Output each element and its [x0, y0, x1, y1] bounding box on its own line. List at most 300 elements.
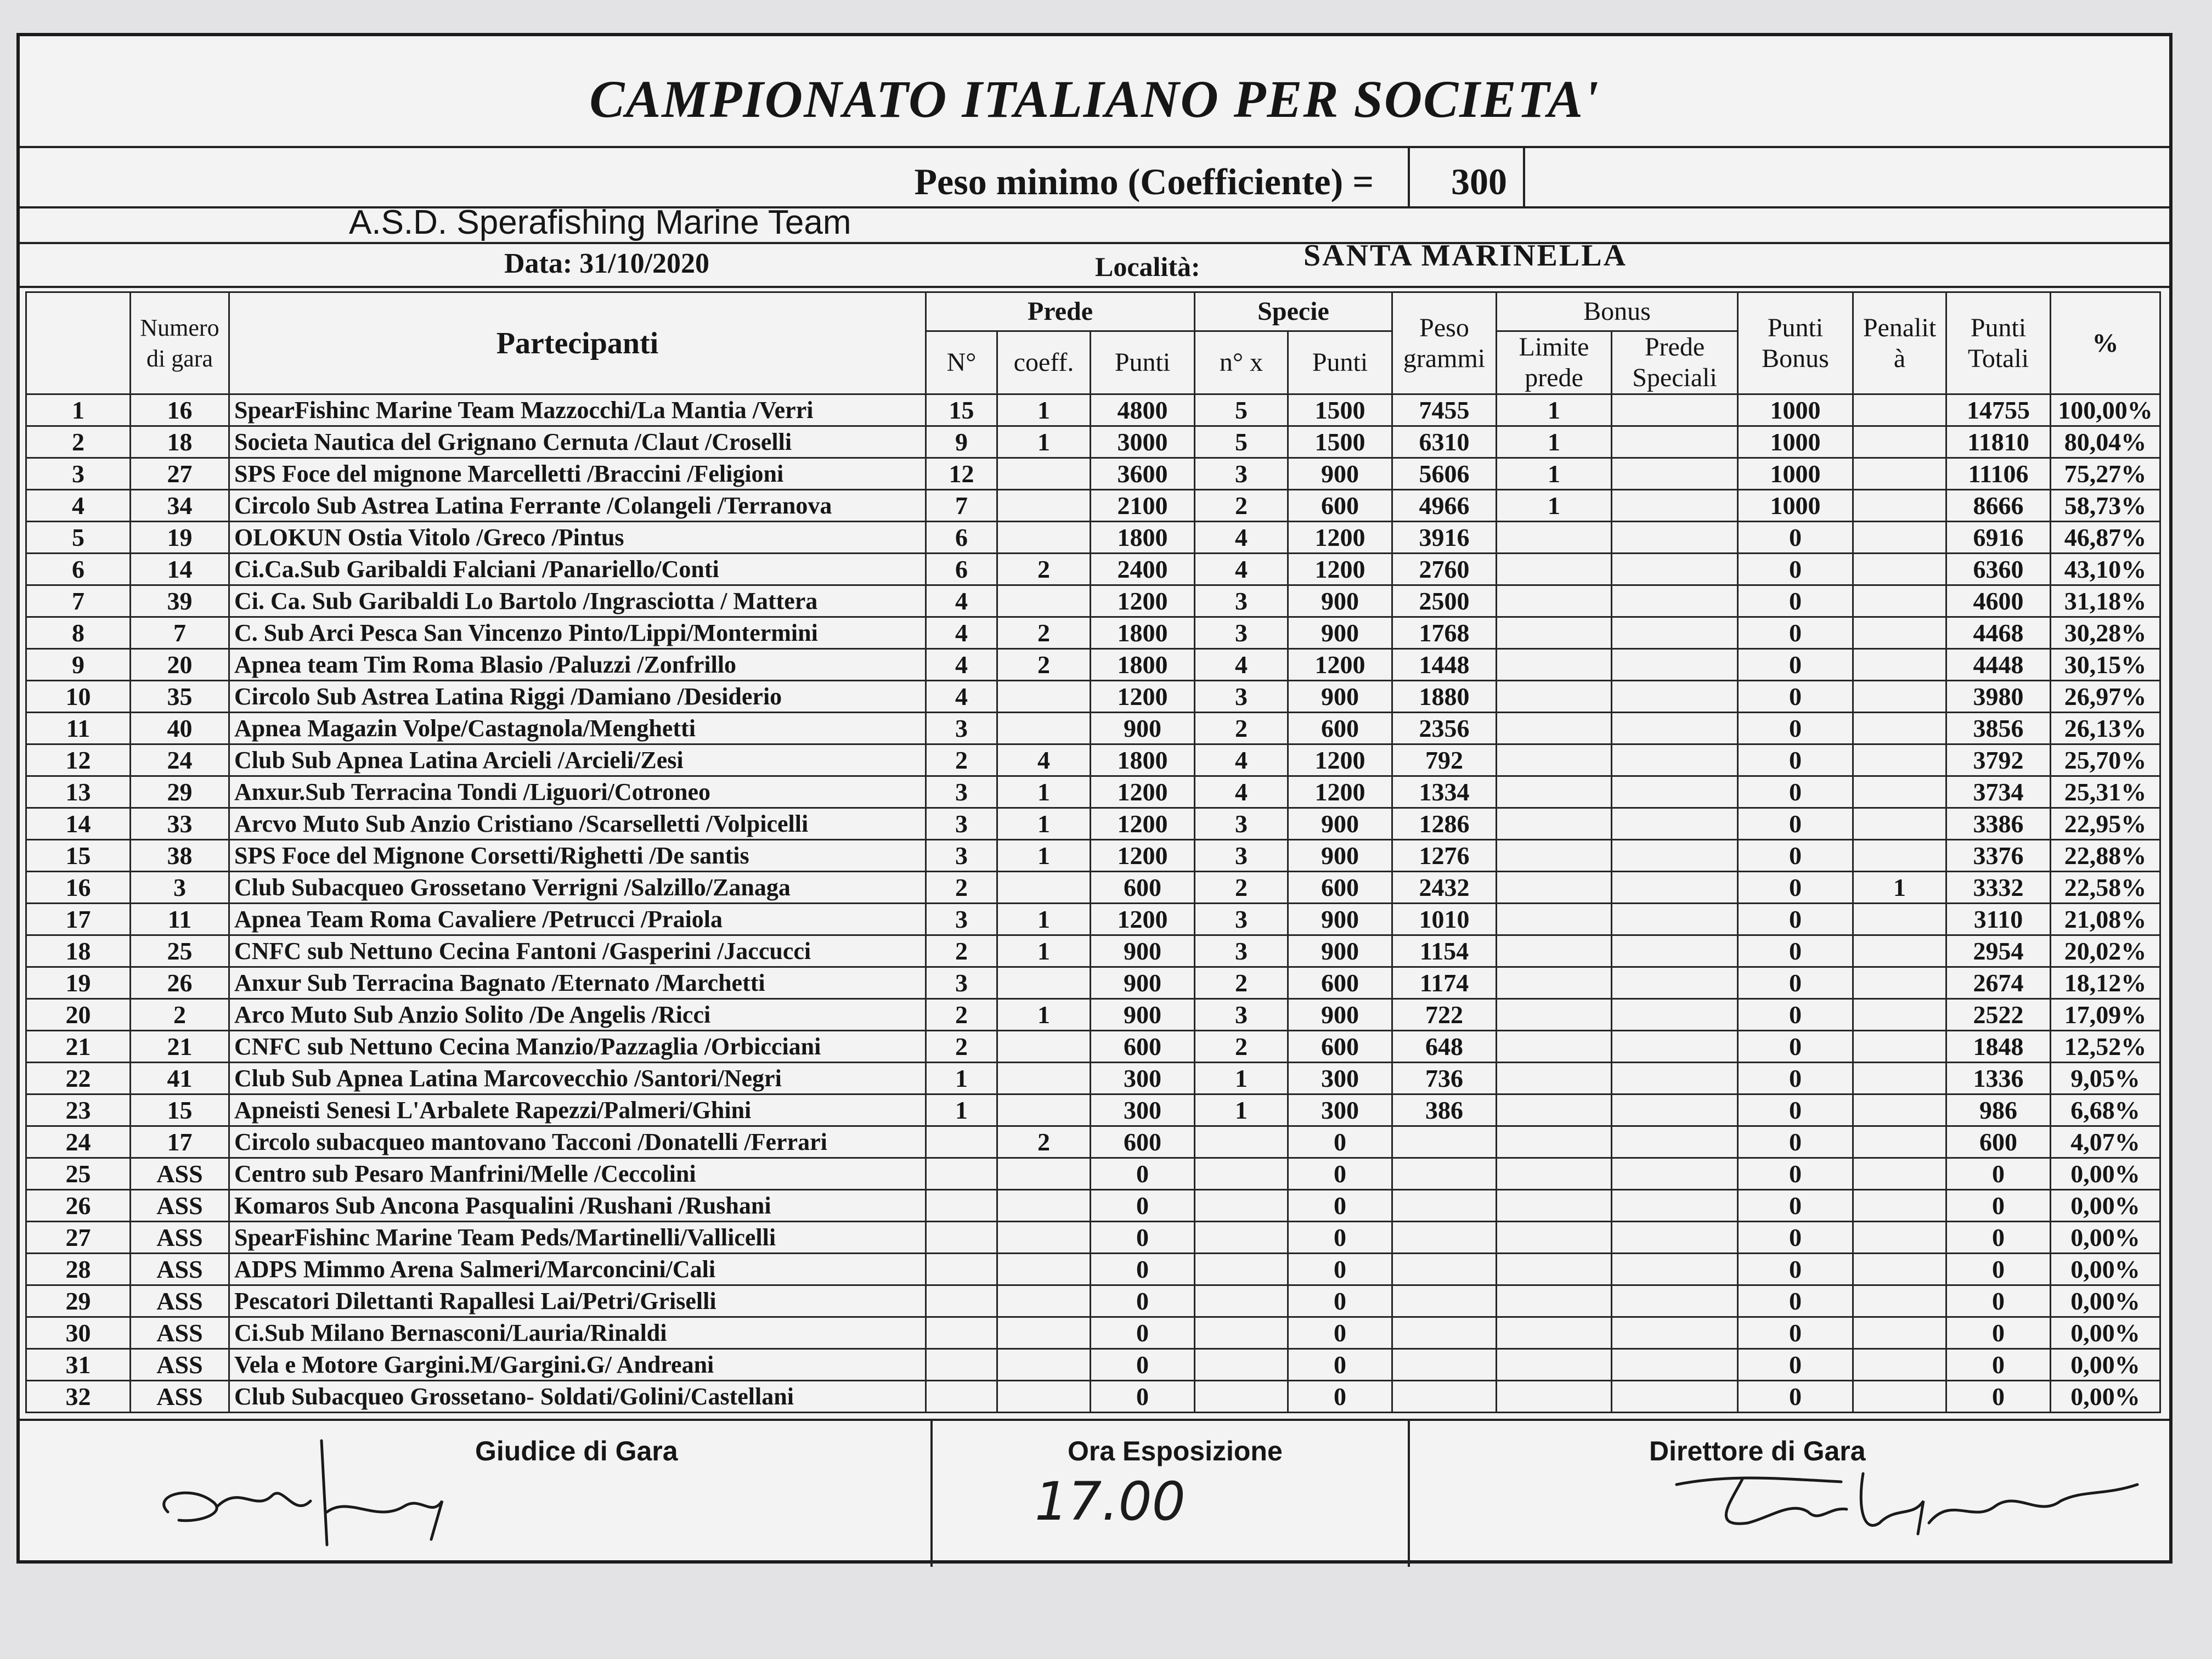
table-row: [26, 776, 2160, 808]
row-penalita: [1853, 522, 1946, 554]
row-prede-coeff: 2: [997, 1126, 1091, 1158]
row-punti-bonus: 1000: [1738, 394, 1853, 426]
row-penalita: [1853, 1126, 1946, 1158]
row-prede-n: 2: [926, 935, 997, 967]
row-limite-prede: [1497, 1158, 1612, 1190]
row-percent: 43,10%: [2051, 554, 2160, 585]
location-label: Località:: [1095, 251, 1200, 282]
row-specie-punti: 900: [1288, 935, 1392, 967]
row-prede-coeff: 1: [997, 808, 1091, 840]
row-penalita: [1853, 1158, 1946, 1190]
row-prede-speciali: [1612, 554, 1738, 585]
row-punti-totali: 0: [1946, 1285, 2051, 1317]
row-prede-speciali: [1612, 426, 1738, 458]
header-prede-coeff: coeff.: [997, 331, 1091, 394]
page-title: CAMPIONATO ITALIANO PER SOCIETA': [589, 70, 1600, 128]
row-race-number: 33: [131, 808, 229, 840]
table-row: [26, 967, 2160, 999]
row-prede-speciali: [1612, 1254, 1738, 1285]
row-peso: 1334: [1392, 776, 1497, 808]
divider: [930, 1419, 933, 1567]
row-specie-n: 5: [1195, 426, 1288, 458]
row-penalita: 1: [1853, 872, 1946, 904]
row-prede-punti: 1200: [1091, 904, 1195, 935]
row-team: Apneisti Senesi L'Arbalete Rapezzi/Palmeri/Ghini: [229, 1094, 926, 1126]
row-percent: 17,09%: [2051, 999, 2160, 1031]
row-punti-bonus: 0: [1738, 1063, 1853, 1094]
giudice-label: Giudice di Gara: [475, 1436, 678, 1466]
header-punti-totali: Punti Totali: [1946, 292, 2051, 394]
row-prede-n: [926, 1349, 997, 1381]
row-race-number: 16: [131, 394, 229, 426]
row-limite-prede: 1: [1497, 394, 1612, 426]
row-prede-n: [926, 1158, 997, 1190]
row-team: CNFC sub Nettuno Cecina Manzio/Pazzaglia /Orbicciani: [229, 1031, 926, 1063]
row-race-number: 20: [131, 649, 229, 681]
row-prede-coeff: 1: [997, 935, 1091, 967]
row-prede-punti: 1200: [1091, 840, 1195, 872]
row-prede-coeff: [997, 1094, 1091, 1126]
row-limite-prede: [1497, 1126, 1612, 1158]
row-team: Apnea Magazin Volpe/Castagnola/Menghetti: [229, 713, 926, 744]
row-penalita: [1853, 490, 1946, 522]
row-race-number: 19: [131, 522, 229, 554]
row-specie-punti: 1200: [1288, 776, 1392, 808]
row-prede-coeff: 1: [997, 426, 1091, 458]
row-prede-n: 3: [926, 967, 997, 999]
row-percent: 25,70%: [2051, 744, 2160, 776]
row-penalita: [1853, 426, 1946, 458]
row-team: Vela e Motore Gargini.M/Gargini.G/ Andreani: [229, 1349, 926, 1381]
row-race-number: 3: [131, 872, 229, 904]
row-prede-speciali: [1612, 458, 1738, 490]
row-limite-prede: [1497, 967, 1612, 999]
row-punti-totali: 0: [1946, 1222, 2051, 1254]
header-prede-n: N°: [926, 331, 997, 394]
row-prede-speciali: [1612, 394, 1738, 426]
row-prede-speciali: [1612, 1094, 1738, 1126]
row-percent: 26,13%: [2051, 713, 2160, 744]
row-position: 2: [26, 426, 131, 458]
row-prede-speciali: [1612, 967, 1738, 999]
row-prede-coeff: [997, 1349, 1091, 1381]
row-punti-bonus: 0: [1738, 1126, 1853, 1158]
row-team: Apnea Team Roma Cavaliere /Petrucci /Praiola: [229, 904, 926, 935]
row-punti-totali: 2954: [1946, 935, 2051, 967]
row-prede-punti: 600: [1091, 1126, 1195, 1158]
ora-label: Ora Esposizione: [1068, 1436, 1283, 1466]
row-limite-prede: [1497, 744, 1612, 776]
row-percent: 0,00%: [2051, 1190, 2160, 1222]
row-percent: 0,00%: [2051, 1254, 2160, 1285]
table-row: [26, 522, 2160, 554]
table-row: [26, 1285, 2160, 1317]
row-prede-n: [926, 1126, 997, 1158]
row-penalita: [1853, 808, 1946, 840]
row-limite-prede: [1497, 1381, 1612, 1413]
row-limite-prede: [1497, 554, 1612, 585]
row-specie-punti: 600: [1288, 967, 1392, 999]
row-prede-coeff: 1: [997, 840, 1091, 872]
table-row: [26, 394, 2160, 426]
header-bonus: Bonus: [1497, 292, 1738, 331]
row-specie-punti: 900: [1288, 585, 1392, 617]
row-peso: 2760: [1392, 554, 1497, 585]
header-penalita: Penalit à: [1853, 292, 1946, 394]
row-race-number: 29: [131, 776, 229, 808]
row-limite-prede: [1497, 585, 1612, 617]
row-prede-punti: 3600: [1091, 458, 1195, 490]
row-punti-bonus: 0: [1738, 649, 1853, 681]
row-specie-punti: 0: [1288, 1381, 1392, 1413]
row-race-number: ASS: [131, 1285, 229, 1317]
row-prede-speciali: [1612, 713, 1738, 744]
table-row: [26, 935, 2160, 967]
table-row: [26, 1031, 2160, 1063]
row-prede-n: [926, 1317, 997, 1349]
row-penalita: [1853, 394, 1946, 426]
row-specie-n: [1195, 1285, 1288, 1317]
row-position: 10: [26, 681, 131, 713]
row-peso: 386: [1392, 1094, 1497, 1126]
row-penalita: [1853, 967, 1946, 999]
row-prede-punti: 0: [1091, 1222, 1195, 1254]
header-limite: Limite prede: [1497, 331, 1612, 394]
row-specie-punti: 300: [1288, 1094, 1392, 1126]
row-team: SpearFishinc Marine Team Mazzocchi/La Mantia /Verri: [229, 394, 926, 426]
row-position: 4: [26, 490, 131, 522]
row-team: Circolo subacqueo mantovano Tacconi /Donatelli /Ferrari: [229, 1126, 926, 1158]
row-team: Ci.Ca.Sub Garibaldi Falciani /Panariello/Conti: [229, 554, 926, 585]
row-team: Komaros Sub Ancona Pasqualini /Rushani /Rushani: [229, 1190, 926, 1222]
header-specie: Specie: [1195, 292, 1392, 331]
row-position: 8: [26, 617, 131, 649]
header-specie-n: n° x: [1195, 331, 1288, 394]
row-specie-punti: 900: [1288, 904, 1392, 935]
row-punti-totali: 11106: [1946, 458, 2051, 490]
results-body: [26, 394, 2160, 1413]
row-specie-punti: 1200: [1288, 554, 1392, 585]
row-prede-punti: 1200: [1091, 776, 1195, 808]
row-limite-prede: [1497, 776, 1612, 808]
row-punti-totali: 3376: [1946, 840, 2051, 872]
row-position: 30: [26, 1317, 131, 1349]
header-prede-punti: Punti: [1091, 331, 1195, 394]
row-prede-punti: 1200: [1091, 681, 1195, 713]
table-row: [26, 1158, 2160, 1190]
row-specie-punti: 900: [1288, 458, 1392, 490]
row-team: Centro sub Pesaro Manfrini/Melle /Ceccolini: [229, 1158, 926, 1190]
row-specie-n: 3: [1195, 681, 1288, 713]
row-position: 26: [26, 1190, 131, 1222]
header-peso: Peso grammi: [1392, 292, 1497, 394]
row-percent: 58,73%: [2051, 490, 2160, 522]
row-limite-prede: [1497, 1317, 1612, 1349]
row-percent: 0,00%: [2051, 1285, 2160, 1317]
header-percent: %: [2051, 292, 2160, 394]
row-prede-speciali: [1612, 1381, 1738, 1413]
row-position: 5: [26, 522, 131, 554]
row-prede-speciali: [1612, 999, 1738, 1031]
row-limite-prede: [1497, 1285, 1612, 1317]
row-peso: 648: [1392, 1031, 1497, 1063]
row-specie-n: 3: [1195, 935, 1288, 967]
row-team: SPS Foce del Mignone Corsetti/Righetti /De santis: [229, 840, 926, 872]
row-position: 29: [26, 1285, 131, 1317]
table-row: [26, 1222, 2160, 1254]
row-percent: 18,12%: [2051, 967, 2160, 999]
row-prede-speciali: [1612, 808, 1738, 840]
row-limite-prede: [1497, 1349, 1612, 1381]
row-limite-prede: [1497, 1222, 1612, 1254]
row-punti-totali: 0: [1946, 1254, 2051, 1285]
table-row: [26, 617, 2160, 649]
row-punti-totali: 11810: [1946, 426, 2051, 458]
table-row: [26, 490, 2160, 522]
row-punti-bonus: 0: [1738, 967, 1853, 999]
row-penalita: [1853, 458, 1946, 490]
row-prede-coeff: [997, 681, 1091, 713]
row-race-number: ASS: [131, 1317, 229, 1349]
row-team: Pescatori Dilettanti Rapallesi Lai/Petri/Griselli: [229, 1285, 926, 1317]
row-team: Club Sub Apnea Latina Arcieli /Arcieli/Zesi: [229, 744, 926, 776]
row-penalita: [1853, 1381, 1946, 1413]
row-team: Arco Muto Sub Anzio Solito /De Angelis /Ricci: [229, 999, 926, 1031]
row-prede-punti: 900: [1091, 967, 1195, 999]
row-peso: [1392, 1158, 1497, 1190]
row-team: ADPS Mimmo Arena Salmeri/Marconcini/Cali: [229, 1254, 926, 1285]
row-specie-n: [1195, 1381, 1288, 1413]
row-percent: 12,52%: [2051, 1031, 2160, 1063]
row-prede-speciali: [1612, 1349, 1738, 1381]
row-prede-speciali: [1612, 904, 1738, 935]
row-punti-totali: 8666: [1946, 490, 2051, 522]
row-prede-coeff: [997, 1381, 1091, 1413]
divider: [20, 1419, 2169, 1421]
row-punti-totali: 1848: [1946, 1031, 2051, 1063]
row-percent: 0,00%: [2051, 1349, 2160, 1381]
row-peso: 2356: [1392, 713, 1497, 744]
row-punti-bonus: 0: [1738, 1381, 1853, 1413]
row-prede-n: 2: [926, 999, 997, 1031]
row-prede-n: 3: [926, 808, 997, 840]
header-numero: Numero di gara: [131, 292, 229, 394]
row-penalita: [1853, 1349, 1946, 1381]
row-punti-bonus: 0: [1738, 713, 1853, 744]
row-prede-speciali: [1612, 935, 1738, 967]
row-punti-bonus: 0: [1738, 935, 1853, 967]
row-position: 31: [26, 1349, 131, 1381]
row-percent: 0,00%: [2051, 1317, 2160, 1349]
row-specie-n: [1195, 1158, 1288, 1190]
row-punti-totali: 3110: [1946, 904, 2051, 935]
row-penalita: [1853, 1222, 1946, 1254]
row-prede-n: 6: [926, 554, 997, 585]
row-specie-punti: 1500: [1288, 426, 1392, 458]
row-specie-punti: 900: [1288, 617, 1392, 649]
row-specie-n: 1: [1195, 1063, 1288, 1094]
row-specie-n: 4: [1195, 776, 1288, 808]
row-prede-coeff: 4: [997, 744, 1091, 776]
row-team: Ci.Sub Milano Bernasconi/Lauria/Rinaldi: [229, 1317, 926, 1349]
row-peso: 1276: [1392, 840, 1497, 872]
table-row: [26, 1381, 2160, 1413]
row-punti-totali: 3980: [1946, 681, 2051, 713]
row-punti-totali: 0: [1946, 1381, 2051, 1413]
row-prede-punti: 1800: [1091, 744, 1195, 776]
row-specie-n: 1: [1195, 1094, 1288, 1126]
table-row: [26, 999, 2160, 1031]
row-penalita: [1853, 681, 1946, 713]
row-punti-bonus: 0: [1738, 522, 1853, 554]
row-punti-bonus: 0: [1738, 840, 1853, 872]
row-race-number: 26: [131, 967, 229, 999]
row-punti-bonus: 0: [1738, 1094, 1853, 1126]
header-speciali: Prede Speciali: [1612, 331, 1738, 394]
row-position: 1: [26, 394, 131, 426]
row-position: 11: [26, 713, 131, 744]
row-prede-n: 9: [926, 426, 997, 458]
row-prede-speciali: [1612, 490, 1738, 522]
row-prede-punti: 4800: [1091, 394, 1195, 426]
row-specie-n: [1195, 1317, 1288, 1349]
row-race-number: 24: [131, 744, 229, 776]
row-penalita: [1853, 554, 1946, 585]
row-specie-punti: 0: [1288, 1285, 1392, 1317]
row-limite-prede: [1497, 1254, 1612, 1285]
row-position: 28: [26, 1254, 131, 1285]
row-team: Club Subacqueo Grossetano- Soldati/Golini/Castellani: [229, 1381, 926, 1413]
row-position: 16: [26, 872, 131, 904]
row-limite-prede: 1: [1497, 458, 1612, 490]
row-punti-bonus: 0: [1738, 1031, 1853, 1063]
row-punti-bonus: 0: [1738, 617, 1853, 649]
row-punti-bonus: 1000: [1738, 426, 1853, 458]
row-prede-n: 4: [926, 681, 997, 713]
row-punti-bonus: 0: [1738, 554, 1853, 585]
row-percent: 100,00%: [2051, 394, 2160, 426]
row-specie-n: 2: [1195, 1031, 1288, 1063]
row-specie-punti: 0: [1288, 1126, 1392, 1158]
row-limite-prede: [1497, 617, 1612, 649]
row-limite-prede: [1497, 681, 1612, 713]
table-row: [26, 1126, 2160, 1158]
row-penalita: [1853, 585, 1946, 617]
row-specie-punti: 0: [1288, 1190, 1392, 1222]
row-penalita: [1853, 776, 1946, 808]
row-punti-bonus: 0: [1738, 681, 1853, 713]
row-percent: 6,68%: [2051, 1094, 2160, 1126]
row-percent: 30,28%: [2051, 617, 2160, 649]
table-row: [26, 713, 2160, 744]
row-prede-coeff: 1: [997, 999, 1091, 1031]
row-specie-n: 3: [1195, 904, 1288, 935]
divider: [1523, 146, 1525, 206]
peso-value: 300: [1451, 161, 1507, 202]
row-position: 15: [26, 840, 131, 872]
row-position: 14: [26, 808, 131, 840]
row-specie-punti: 900: [1288, 808, 1392, 840]
table-row: [26, 1317, 2160, 1349]
row-specie-n: 2: [1195, 967, 1288, 999]
row-peso: 5606: [1392, 458, 1497, 490]
row-team: Ci. Ca. Sub Garibaldi Lo Bartolo /Ingrasciotta / Mattera: [229, 585, 926, 617]
header-prede: Prede: [926, 292, 1195, 331]
row-specie-n: 3: [1195, 458, 1288, 490]
row-position: 25: [26, 1158, 131, 1190]
row-prede-n: 3: [926, 904, 997, 935]
row-percent: 25,31%: [2051, 776, 2160, 808]
row-limite-prede: [1497, 1063, 1612, 1094]
row-peso: [1392, 1285, 1497, 1317]
row-specie-n: 5: [1195, 394, 1288, 426]
row-prede-coeff: [997, 1031, 1091, 1063]
row-punti-totali: 0: [1946, 1349, 2051, 1381]
divider: [1408, 1419, 1410, 1567]
row-peso: 3916: [1392, 522, 1497, 554]
row-punti-bonus: 1000: [1738, 490, 1853, 522]
row-punti-bonus: 0: [1738, 872, 1853, 904]
row-prede-punti: 0: [1091, 1190, 1195, 1222]
row-peso: 4966: [1392, 490, 1497, 522]
event-date: Data: 31/10/2020: [504, 248, 710, 279]
row-race-number: ASS: [131, 1349, 229, 1381]
row-prede-coeff: [997, 490, 1091, 522]
row-prede-n: 1: [926, 1094, 997, 1126]
row-punti-totali: 1336: [1946, 1063, 2051, 1094]
row-punti-totali: 6916: [1946, 522, 2051, 554]
row-prede-punti: 900: [1091, 935, 1195, 967]
row-punti-bonus: 0: [1738, 1254, 1853, 1285]
table-row: [26, 808, 2160, 840]
row-peso: [1392, 1381, 1497, 1413]
header-specie-punti: Punti: [1288, 331, 1392, 394]
row-race-number: 34: [131, 490, 229, 522]
row-penalita: [1853, 935, 1946, 967]
row-specie-n: 4: [1195, 522, 1288, 554]
row-team: Anxur.Sub Terracina Tondi /Liguori/Cotroneo: [229, 776, 926, 808]
row-prede-speciali: [1612, 744, 1738, 776]
row-penalita: [1853, 1190, 1946, 1222]
row-prede-coeff: 1: [997, 776, 1091, 808]
row-prede-speciali: [1612, 522, 1738, 554]
row-specie-punti: 600: [1288, 872, 1392, 904]
row-race-number: ASS: [131, 1158, 229, 1190]
row-prede-speciali: [1612, 617, 1738, 649]
row-prede-speciali: [1612, 1317, 1738, 1349]
row-prede-coeff: [997, 1063, 1091, 1094]
row-prede-speciali: [1612, 1158, 1738, 1190]
row-punti-bonus: 1000: [1738, 458, 1853, 490]
row-prede-punti: 0: [1091, 1317, 1195, 1349]
row-percent: 0,00%: [2051, 1222, 2160, 1254]
row-percent: 46,87%: [2051, 522, 2160, 554]
row-prede-punti: 900: [1091, 713, 1195, 744]
row-peso: [1392, 1317, 1497, 1349]
row-punti-totali: 3856: [1946, 713, 2051, 744]
row-prede-punti: 300: [1091, 1063, 1195, 1094]
row-prede-punti: 1800: [1091, 522, 1195, 554]
row-prede-coeff: [997, 1158, 1091, 1190]
row-race-number: 7: [131, 617, 229, 649]
row-race-number: 17: [131, 1126, 229, 1158]
row-prede-n: [926, 1222, 997, 1254]
row-limite-prede: 1: [1497, 490, 1612, 522]
row-prede-punti: 0: [1091, 1349, 1195, 1381]
row-specie-n: 4: [1195, 554, 1288, 585]
row-prede-coeff: 2: [997, 617, 1091, 649]
row-penalita: [1853, 1063, 1946, 1094]
